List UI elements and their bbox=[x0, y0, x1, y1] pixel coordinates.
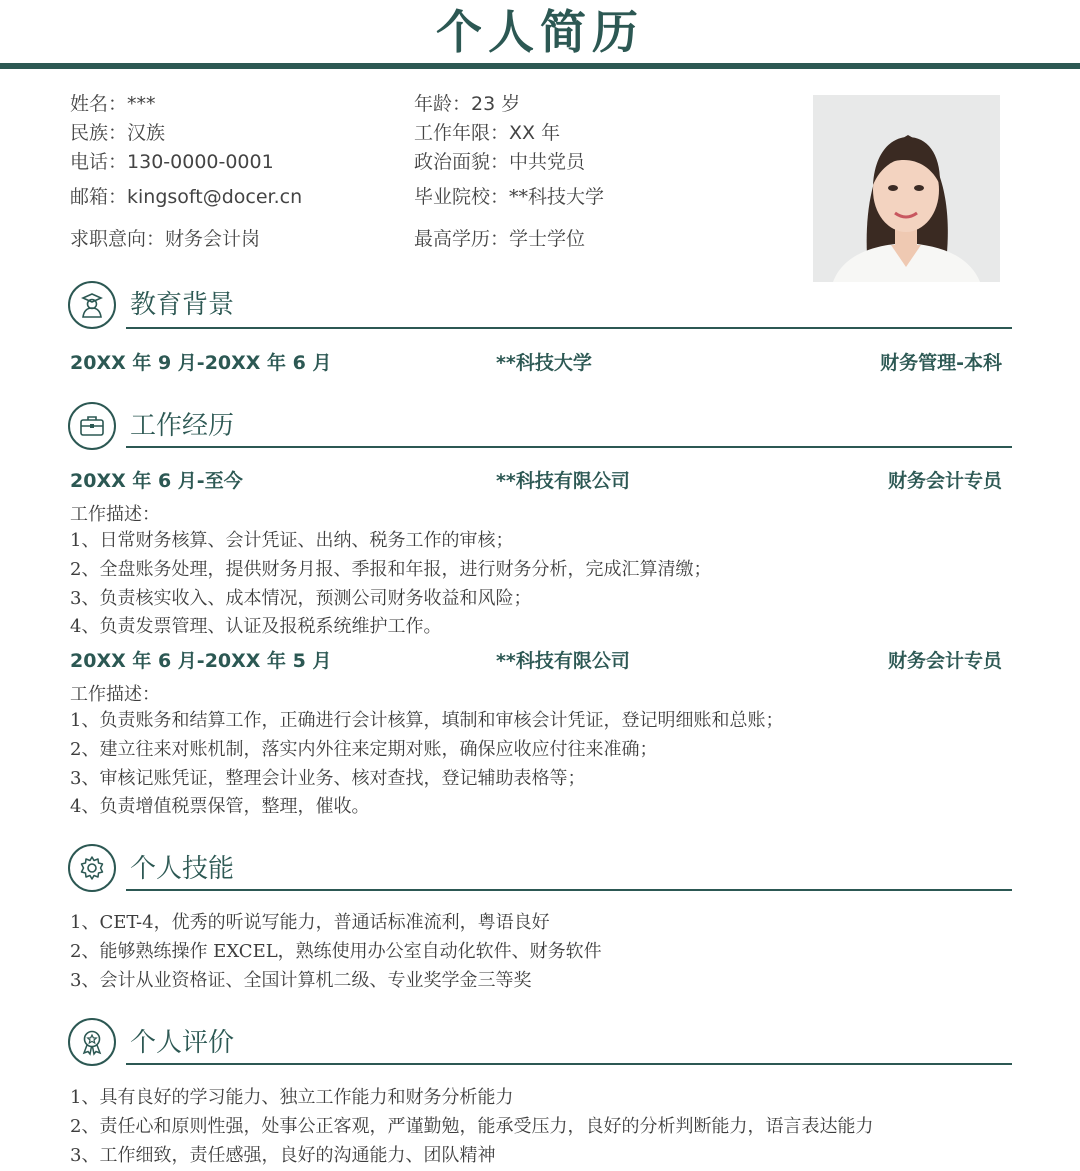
info-label: 民族： bbox=[70, 122, 128, 144]
info-name bbox=[70, 89, 156, 116]
info-value: 130-0000-0001 bbox=[127, 151, 274, 173]
job-company: **科技有限公司 bbox=[496, 470, 630, 492]
page-title: 个人简历 bbox=[436, 5, 644, 59]
title-divider bbox=[0, 63, 1080, 69]
info-experience bbox=[414, 118, 560, 145]
info-label: 电话： bbox=[70, 151, 128, 173]
education-school: **科技大学 bbox=[496, 352, 592, 374]
gear-icon bbox=[78, 854, 106, 882]
job-company: **科技有限公司 bbox=[496, 650, 630, 672]
job-desc-item: 1、负责账务和结算工作，正确进行会计核算，填制和审核会计凭证，登记明细账和总账； bbox=[70, 710, 784, 731]
skills-section-icon bbox=[68, 844, 116, 892]
education-period: 20XX 年 9 月-20XX 年 6 月 bbox=[70, 352, 332, 374]
education-section-icon bbox=[68, 281, 116, 329]
section-title-education: 教育背景 bbox=[130, 290, 235, 320]
section-divider bbox=[126, 889, 1012, 891]
job-period: 20XX 年 6 月-至今 bbox=[70, 470, 243, 492]
section-divider bbox=[126, 327, 1012, 329]
info-phone bbox=[70, 147, 274, 174]
info-school bbox=[414, 182, 604, 209]
work-section-icon bbox=[68, 402, 116, 450]
info-label: 姓名： bbox=[70, 93, 128, 115]
skill-item: 3、会计从业资格证、全国计算机二级、专业奖学金三等奖 bbox=[70, 970, 532, 991]
info-label: 政治面貌： bbox=[414, 151, 510, 173]
info-value: 中共党员 bbox=[509, 151, 586, 173]
education-major: 财务管理-本科 bbox=[880, 352, 1002, 374]
info-objective bbox=[70, 224, 260, 251]
job-role: 财务会计专员 bbox=[887, 470, 1002, 492]
section-title-evaluation: 个人评价 bbox=[130, 1028, 235, 1058]
skill-item: 1、CET-4，优秀的听说写能力，普通话标准流利，粤语良好 bbox=[70, 912, 550, 933]
portrait-image bbox=[813, 95, 1000, 282]
graduate-icon bbox=[78, 291, 106, 319]
briefcase-icon bbox=[78, 412, 106, 440]
job-desc-label: 工作描述： bbox=[70, 504, 160, 525]
job-desc-item: 2、全盘账务处理，提供财务月报、季报和年报，进行财务分析，完成汇算清缴； bbox=[70, 559, 712, 580]
info-value: 23 岁 bbox=[471, 93, 521, 115]
info-label: 最高学历： bbox=[414, 228, 510, 250]
job-desc-item: 4、负责发票管理、认证及报税系统维护工作。 bbox=[70, 616, 442, 637]
info-degree bbox=[414, 224, 585, 251]
profile-photo bbox=[813, 95, 1000, 282]
job-desc-label: 工作描述： bbox=[70, 684, 160, 705]
job-desc-item: 2、建立往来对账机制，落实内外往来定期对账，确保应收应付往来准确； bbox=[70, 739, 658, 760]
section-divider bbox=[126, 446, 1012, 448]
info-email bbox=[70, 182, 302, 209]
info-label: 求职意向： bbox=[70, 228, 166, 250]
evaluation-item: 1、具有良好的学习能力、独立工作能力和财务分析能力 bbox=[70, 1087, 514, 1108]
job-period: 20XX 年 6 月-20XX 年 5 月 bbox=[70, 650, 332, 672]
job-role: 财务会计专员 bbox=[887, 650, 1002, 672]
job-desc-item: 3、负责核实收入、成本情况，预测公司财务收益和风险； bbox=[70, 588, 532, 609]
info-value: kingsoft@docer.cn bbox=[127, 186, 303, 208]
evaluation-item: 3、工作细致，责任感强，良好的沟通能力、团队精神 bbox=[70, 1145, 496, 1166]
info-value: *** bbox=[127, 93, 156, 115]
info-politics bbox=[414, 147, 585, 174]
info-value: **科技大学 bbox=[509, 186, 605, 208]
section-divider bbox=[126, 1063, 1012, 1065]
info-value: 学士学位 bbox=[509, 228, 586, 250]
info-label: 年龄： bbox=[414, 93, 472, 115]
award-icon bbox=[78, 1028, 106, 1056]
job-desc-item: 4、负责增值税票保管，整理，催收。 bbox=[70, 796, 370, 817]
section-title-skills: 个人技能 bbox=[130, 854, 235, 884]
info-ethnicity bbox=[70, 118, 165, 145]
job-desc-item: 3、审核记账凭证，整理会计业务、核对查找，登记辅助表格等； bbox=[70, 768, 586, 789]
section-title-work: 工作经历 bbox=[130, 411, 235, 441]
info-value: XX 年 bbox=[509, 122, 561, 144]
skill-item: 2、能够熟练操作 EXCEL，熟练使用办公室自动化软件、财务软件 bbox=[70, 941, 602, 962]
info-label: 毕业院校： bbox=[414, 186, 510, 208]
info-value: 财务会计岗 bbox=[165, 228, 261, 250]
job-desc-item: 1、日常财务核算、会计凭证、出纳、税务工作的审核； bbox=[70, 530, 514, 551]
evaluation-section-icon bbox=[68, 1018, 116, 1066]
info-age bbox=[414, 89, 520, 116]
info-label: 工作年限： bbox=[414, 122, 510, 144]
evaluation-item: 2、责任心和原则性强，处事公正客观，严谨勤勉，能承受压力，良好的分析判断能力，语言表达能力 bbox=[70, 1116, 874, 1137]
info-label: 邮箱： bbox=[70, 186, 128, 208]
info-value: 汉族 bbox=[127, 122, 166, 144]
